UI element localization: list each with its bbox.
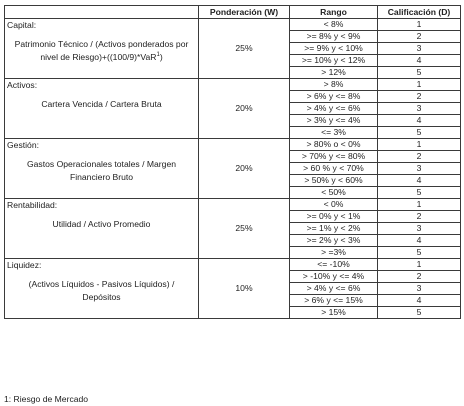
metric-tail: ) <box>159 52 163 62</box>
range-cell: > 8% <box>290 79 378 91</box>
weight-cell: 20% <box>199 139 290 199</box>
table-row <box>5 79 461 91</box>
rating-cell: 5 <box>378 247 461 259</box>
range-cell: > 6% y <= 8% <box>290 91 378 103</box>
rating-cell: 2 <box>378 271 461 283</box>
rating-cell: 3 <box>378 283 461 295</box>
range-cell: > 60 % y < 70% <box>290 163 378 175</box>
footnote: 1: Riesgo de Mercado <box>4 394 89 404</box>
rating-cell: 2 <box>378 91 461 103</box>
range-cell: > 70% y <= 80% <box>290 151 378 163</box>
range-cell: <= 3% <box>290 127 378 139</box>
range-cell: < 50% <box>290 187 378 199</box>
table-row <box>5 139 461 151</box>
range-cell: > 15% <box>290 307 378 319</box>
table-body <box>5 19 461 319</box>
range-cell: >= 8% y < 9% <box>290 31 378 43</box>
rating-cell: 2 <box>378 31 461 43</box>
weight-cell: 25% <box>199 199 290 259</box>
header-rating: Calificación (D) <box>378 6 461 19</box>
criterion-title: Activos: <box>7 80 38 90</box>
rating-cell: 5 <box>378 127 461 139</box>
criterion-title: Gestión: <box>7 140 40 150</box>
table-row <box>5 199 461 211</box>
rating-cell: 4 <box>378 115 461 127</box>
header-row <box>5 6 461 19</box>
criterion-cell <box>5 79 199 139</box>
range-cell: > 4% y <= 6% <box>290 283 378 295</box>
range-cell: > 80% o < 0% <box>290 139 378 151</box>
table-row <box>5 259 461 271</box>
weight-cell: 25% <box>199 19 290 79</box>
rating-table <box>4 5 461 319</box>
range-cell: < 0% <box>290 199 378 211</box>
range-cell: > -10% y <= 4% <box>290 271 378 283</box>
range-cell: >= 1% y < 2% <box>290 223 378 235</box>
metric-text: (Activos Líquidos - Pasivos Líquidos) / Depósitos <box>28 279 175 302</box>
range-cell: >= 2% y < 3% <box>290 235 378 247</box>
range-cell: > 3% y <= 4% <box>290 115 378 127</box>
range-cell: <= -10% <box>290 259 378 271</box>
criterion-cell <box>5 259 199 319</box>
range-cell: >= 10% y < 12% <box>290 55 378 67</box>
rating-cell: 5 <box>378 67 461 79</box>
range-cell: > =3% <box>290 247 378 259</box>
rating-cell: 2 <box>378 151 461 163</box>
weight-cell: 20% <box>199 79 290 139</box>
criterion-metric <box>5 218 198 231</box>
rating-cell: 4 <box>378 175 461 187</box>
rating-cell: 5 <box>378 187 461 199</box>
metric-text: Cartera Vencida / Cartera Bruta <box>41 99 162 109</box>
criterion-cell <box>5 199 199 259</box>
rating-cell: 1 <box>378 139 461 151</box>
criterion-cell <box>5 19 199 79</box>
criterion-metric <box>5 38 198 64</box>
range-cell: > 50% y < 60% <box>290 175 378 187</box>
header-weight: Ponderación (W) <box>199 6 290 19</box>
rating-cell: 4 <box>378 235 461 247</box>
range-cell: < 8% <box>290 19 378 31</box>
criterion-title: Liquidez: <box>7 260 42 270</box>
table-row <box>5 19 461 31</box>
weight-cell: 10% <box>199 259 290 319</box>
metric-text: Utilidad / Activo Promedio <box>52 219 151 229</box>
rating-cell: 4 <box>378 295 461 307</box>
criterion-title: Capital: <box>7 20 37 30</box>
metric-text: Gastos Operacionales totales / Margen Financiero Bruto <box>26 159 177 182</box>
header-criterion <box>5 6 199 19</box>
range-cell: > 4% y <= 6% <box>290 103 378 115</box>
rating-cell: 1 <box>378 259 461 271</box>
range-cell: > 12% <box>290 67 378 79</box>
rating-cell: 4 <box>378 55 461 67</box>
rating-cell: 2 <box>378 211 461 223</box>
metric-text: Patrimonio Técnico / (Activos ponderados por nivel de Riesgo)+((100/9)*VaR <box>14 39 189 62</box>
rating-cell: 5 <box>378 307 461 319</box>
footnote-marker: 1 <box>156 52 160 59</box>
rating-cell: 3 <box>378 103 461 115</box>
rating-cell: 3 <box>378 163 461 175</box>
rating-cell: 1 <box>378 199 461 211</box>
criterion-metric <box>5 158 198 184</box>
range-cell: >= 9% y < 10% <box>290 43 378 55</box>
criterion-metric <box>5 98 198 111</box>
rating-cell: 1 <box>378 79 461 91</box>
range-cell: > 6% y <= 15% <box>290 295 378 307</box>
criterion-title: Rentabilidad: <box>7 200 58 210</box>
header-range: Rango <box>290 6 378 19</box>
criterion-metric <box>5 278 198 304</box>
range-cell: >= 0% y < 1% <box>290 211 378 223</box>
rating-cell: 3 <box>378 43 461 55</box>
criterion-cell <box>5 139 199 199</box>
rating-cell: 1 <box>378 19 461 31</box>
rating-cell: 3 <box>378 223 461 235</box>
